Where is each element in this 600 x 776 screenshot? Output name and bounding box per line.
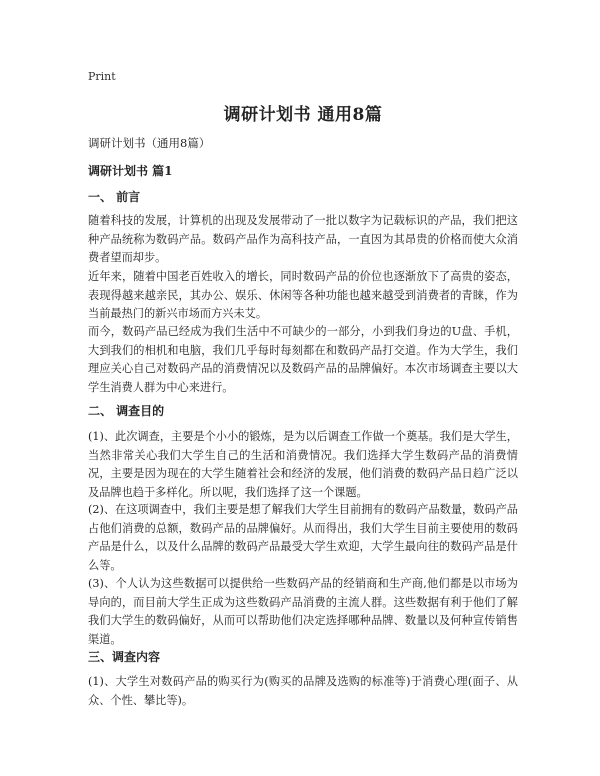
paragraph: (1)、此次调查，主要是个小小的锻炼，是为以后调查工作做一个奠基。我们是大学生，当然非常关心我们大学生自己的生活和消费情况。我们选择大学生数码产品的消费情况，主要是因为现在的大学生随着社会和经济的发展，他们消费的数码产品日趋广泛以及品牌也趋于多样化。所以呢，我们选择了这一个课题。: [88, 430, 518, 499]
document-subtitle: 调研计划书（通用8篇）: [88, 136, 211, 150]
section-heading-purpose: 二、 调查目的: [88, 404, 165, 418]
document-title: 调研计划书 通用8篇: [223, 105, 383, 125]
paragraph: 而今，数码产品已经成为我们生活中不可缺少的一部分，小到我们身边的U盘、手机，大到我们的相机和电脑，我们几乎每时每刻都在和数码产品打交道。作为大学生，我们理应关心自己对数码产品的消费情况以及数码产品的品牌偏好。本次市场调查主要以大学生消费人群为中心来进行。: [88, 325, 518, 394]
paragraph: (2)、在这项调查中，我们主要是想了解我们大学生目前拥有的数码产品数量，数码产品占他们消费的总额，数码产品的品牌偏好。从而得出，我们大学生目前主要使用的数码产品是什么，以及什么品牌的数码产品最受大学生欢迎，大学生最向往的数码产品是什么等。: [88, 503, 518, 572]
paragraph: 随着科技的发展，计算机的出现及发展带动了一批以数字为记载标识的产品，我们把这种产品统称为数码产品。数码产品作为高科技产品，一直因为其昂贵的价格而使大众消费者望而却步。: [88, 214, 518, 264]
article-title: 调研计划书 篇1: [88, 164, 173, 178]
paragraph: 近年来，随着中国老百姓收入的增长，同时数码产品的价位也逐渐放下了高贵的姿态，表现得越来越亲民，其办公、娱乐、休闲等各种功能也越来越受到消费者的青睐，作为当前最热门的新兴市场而方兴未艾。: [88, 270, 518, 320]
paragraph: (3)、个人认为这些数据可以提供给一些数码产品的经销商和生产商,他们都是以市场为导向的，而目前大学生正成为这些数码产品消费的主流人群。这些数据有利于他们了解我们大学生的数码偏好，从而可以帮助他们决定选择哪种品牌、数量以及何种宣传销售渠道。: [88, 577, 518, 646]
section-heading-content: 三、调查内容: [88, 650, 161, 664]
print-label: Print: [88, 70, 116, 83]
section-heading-preface: 一、 前言: [88, 190, 141, 204]
paragraph: (1)、大学生对数码产品的购买行为(购买的品牌及选购的标准等)于消费心理(面子、从众、个性、攀比等)。: [88, 675, 518, 707]
